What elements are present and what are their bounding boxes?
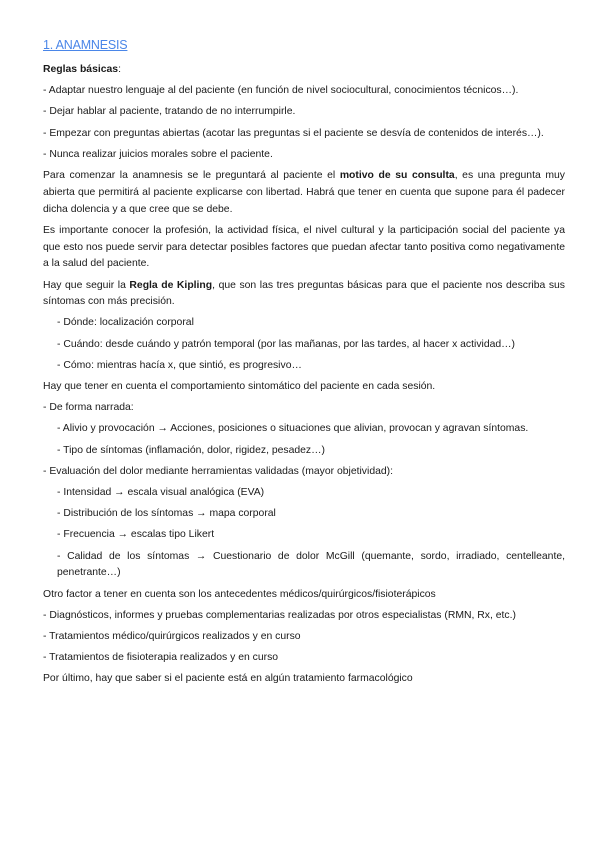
document-body [43,36,565,692]
paragraph-text: Para comenzar la anamnesis se le preguntará al paciente el [43,169,340,181]
kipling-item: - Dónde: localización corporal [57,317,194,329]
narrada-title: - De forma narrada: [43,402,134,414]
rules-title: Reglas básicas [43,64,119,75]
paragraph-bold: Regla de Kipling [129,279,213,291]
eval-item: - Calidad de los síntomas → Cuestionario de dolor McGill (quemante, sordo, irradiado, centelleante, penetrante…) [57,550,565,579]
rule-item: - Adaptar nuestro lenguaje al del paciente (en función de nivel sociocultural, conocimientos técnicos…). [43,85,519,97]
paragraph-motivo [43,168,565,218]
eval-item: - Intensidad → escala visual analógica (EVA) [57,486,265,498]
narrada-item: - Tipo de síntomas (inflamación, dolor, rigidez, pesadez…) [57,444,325,456]
antecedentes-item: - Tratamientos médico/quirúrgicos realizados y en curso [43,630,301,642]
eval-title: - Evaluación del dolor mediante herramientas validadas (mayor objetividad): [43,465,393,477]
eval-item: - Distribución de los síntomas → mapa corporal [57,508,276,520]
paragraph-text: , que son las tres preguntas básicas para que el paciente nos describa sus síntomas con más precisión. [43,279,566,308]
kipling-item: - Cómo: mientras hacía x, que sintió, es progresivo… [57,359,302,371]
rule-item: - Empezar con preguntas abiertas (acotar las preguntas si el paciente se desvía de contenidos de interés…). [43,127,544,139]
paragraph-comportamiento: Hay que tener en cuenta el comportamiento sintomático del paciente en cada sesión. [43,381,436,393]
kipling-item: - Cuándo: desde cuándo y patrón temporal (por las mañanas, por las tardes, al hacer x actividad…) [57,338,516,350]
antecedentes-item: - Tratamientos de fisioterapia realizados y en curso [43,652,279,664]
rules-title-line [43,62,565,79]
paragraph-antecedentes: Otro factor a tener en cuenta son los antecedentes médicos/quirúrgicos/fisioterápicos [43,588,436,600]
section-heading: 1. ANAMNESIS [43,38,128,52]
rule-item: - Dejar hablar al paciente, tratando de no interrumpirle. [43,106,296,118]
paragraph-text: , es una pregunta muy abierta que permitirá al paciente explicarse con libertad. Habrá que tener en cuenta que supone para él padecer dicha dolencia y a que cree que se debe. [43,169,565,215]
rules-colon: : [118,64,121,75]
paragraph-kipling [43,278,565,312]
paragraph-bold: motivo de su consulta [339,169,455,181]
eval-item: - Frecuencia → escalas tipo Likert [57,529,215,541]
paragraph-profesion: Es importante conocer la profesión, la actividad física, el nivel cultural y la participación social del paciente ya que esto nos puede servir para detectar posibles factores que puedan afectar tanto positiva como negativamente a la salud del paciente. [43,224,565,270]
paragraph-farmacologico: Por último, hay que saber si el paciente está en algún tratamiento farmacológico [43,673,413,685]
narrada-item: - Alivio y provocación → Acciones, posiciones o situaciones que alivian, provocan y agravan síntomas. [57,423,529,435]
antecedentes-item: - Diagnósticos, informes y pruebas complementarias realizadas por otros especialistas (RMN, Rx, etc.) [43,609,516,621]
rule-item: - Nunca realizar juicios morales sobre el paciente. [43,148,273,160]
paragraph-text: Hay que seguir la [43,279,130,291]
